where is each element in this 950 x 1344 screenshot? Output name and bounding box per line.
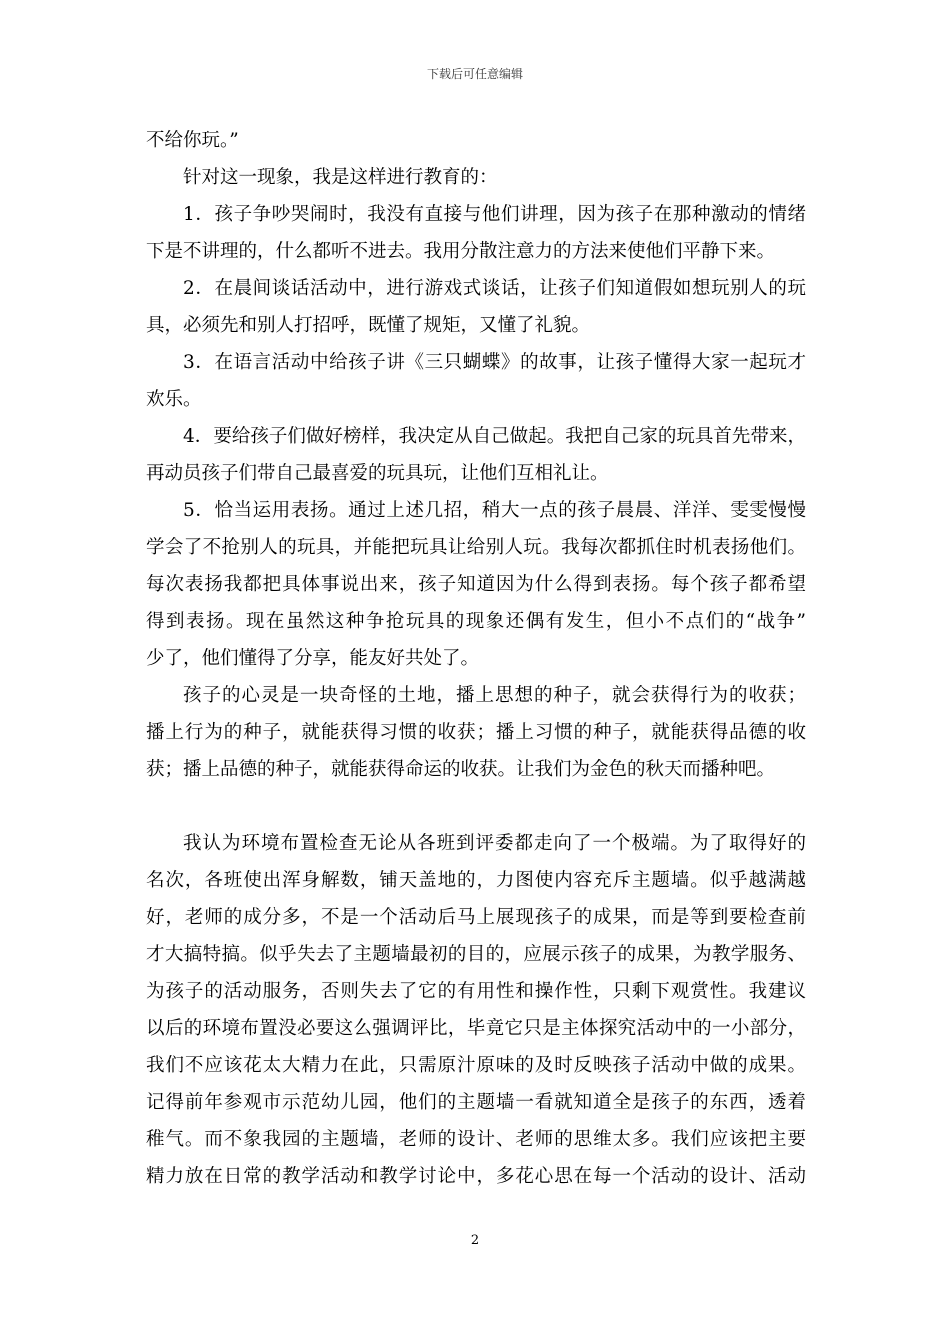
text-line: 得到表扬。现在虽然这种争抢玩具的现象还偶有发生，但小不点们的“战争” xyxy=(146,611,806,632)
text-line: 记得前年参观市示范幼儿园，他们的主题墙一看就知道全是孩子的东西，透着 xyxy=(146,1092,806,1113)
text-line: 获；播上品德的种子，就能获得命运的收获。让我们为金色的秋天而播种吧。 xyxy=(146,759,776,780)
text-line: 学会了不抢别人的玩具，并能把玩具让给别人玩。我每次都抓住时机表扬他们。 xyxy=(146,537,806,558)
text-line: 稚气。而不象我园的主题墙，老师的设计、老师的思维太多。我们应该把主要 xyxy=(146,1129,806,1150)
text-line: 名次，各班使出浑身解数，铺天盖地的，力图使内容充斥主题墙。似乎越满越 xyxy=(146,870,806,891)
text-line: 具，必须先和别人打招呼，既懂了规矩，又懂了礼貌。 xyxy=(146,315,591,336)
text-line: 下是不讲理的，什么都听不进去。我用分散注意力的方法来使他们平静下来。 xyxy=(146,241,776,262)
text-line: 孩子的心灵是一块奇怪的土地，播上思想的种子，就会获得行为的收获； xyxy=(183,685,806,706)
text-line: 再动员孩子们带自己最喜爱的玩具玩，让他们互相礼让。 xyxy=(146,463,609,484)
text-line: 5．恰当运用表扬。通过上述几招，稍大一点的孩子晨晨、洋洋、雯雯慢慢 xyxy=(183,500,806,521)
text-line: 我们不应该花太大精力在此，只需原汁原味的及时反映孩子活动中做的成果。 xyxy=(146,1055,806,1076)
text-line: 为孩子的活动服务，否则失去了它的有用性和操作性，只剩下观赏性。我建议 xyxy=(146,981,806,1002)
text-line: 少了，他们懂得了分享，能友好共处了。 xyxy=(146,648,480,669)
text-line: 好，老师的成分多，不是一个活动后马上展现孩子的成果，而是等到要检查前 xyxy=(146,907,806,928)
text-line: 以后的环境布置没必要这么强调评比，毕竟它只是主体探究活动中的一小部分， xyxy=(146,1018,806,1039)
text-line: 每次表扬我都把具体事说出来，孩子知道因为什么得到表扬。每个孩子都希望 xyxy=(146,574,806,595)
text-line: 播上行为的种子，就能获得习惯的收获；播上习惯的种子，就能获得品德的收 xyxy=(146,722,806,743)
text-line: 精力放在日常的教学活动和教学讨论中，多花心思在每一个活动的设计、活动 xyxy=(146,1166,806,1187)
text-line: 3．在语言活动中给孩子讲《三只蝴蝶》的故事，让孩子懂得大家一起玩才 xyxy=(183,352,806,373)
text-line: 才大搞特搞。似乎失去了主题墙最初的目的，应展示孩子的成果，为教学服务、 xyxy=(146,944,806,965)
text-line: 4．要给孩子们做好榜样，我决定从自己做起。我把自己家的玩具首先带来， xyxy=(183,426,806,447)
page-number: 2 xyxy=(470,1233,480,1248)
text-line: 不给你玩。” xyxy=(146,130,239,151)
text-line: 欢乐。 xyxy=(146,389,202,410)
text-line: 我认为环境布置检查无论从各班到评委都走向了一个极端。为了取得好的 xyxy=(183,833,806,854)
text-line: 2．在晨间谈话活动中，进行游戏式谈话，让孩子们知道假如想玩别人的玩 xyxy=(183,278,806,299)
page-header: 下载后可任意编辑 xyxy=(426,67,523,81)
document-body xyxy=(146,122,806,1195)
text-line: 针对这一现象，我是这样进行教育的： xyxy=(183,167,498,188)
text-line: 1．孩子争吵哭闹时，我没有直接与他们讲理，因为孩子在那种激动的情绪 xyxy=(183,204,806,225)
paragraph-gap xyxy=(146,788,806,825)
